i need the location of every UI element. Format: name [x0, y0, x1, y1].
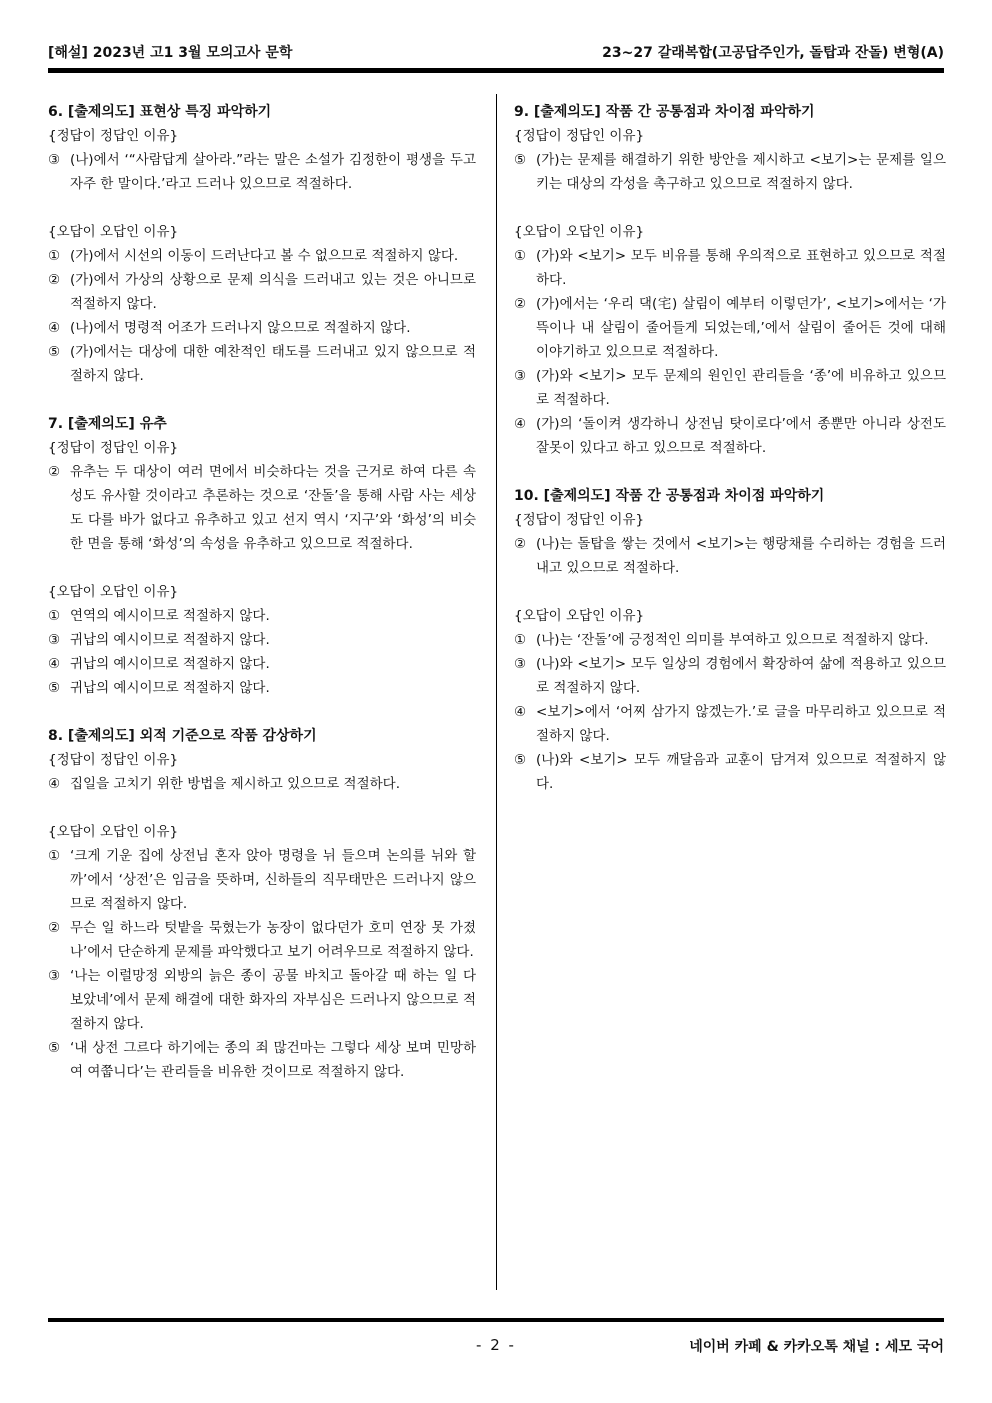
item-number: ①: [48, 608, 61, 624]
item-number: ⑤: [514, 752, 527, 768]
question-title: 6. [출제의도] 표현상 특징 파악하기: [48, 104, 272, 120]
right-column: [514, 100, 946, 820]
answer-item: [48, 460, 476, 556]
item-number: ④: [514, 416, 527, 432]
item-number: ③: [48, 968, 61, 984]
answer-item: [48, 676, 476, 700]
item-number: ③: [48, 152, 61, 168]
footer-channel: 네이버 카페 & 카카오톡 채널 : 세모 국어: [689, 1339, 944, 1355]
answer-item: [514, 700, 946, 748]
item-text: 귀납의 예시이므로 적절하지 않다.: [70, 632, 270, 648]
item-number: ⑤: [48, 1040, 61, 1056]
header-subtitle: 23~27 갈래복합(고공답주인가, 돌탑과 잔돌) 변형(A): [602, 45, 944, 61]
item-number: ①: [514, 248, 527, 264]
item-number: ④: [514, 704, 527, 720]
wrong-reason-heading: {오답이 오답인 이유}: [48, 584, 179, 600]
answer-item: [48, 268, 476, 316]
item-number: ④: [48, 320, 61, 336]
left-column: [48, 100, 476, 1108]
answer-item: [514, 148, 946, 196]
correct-reason-heading: {정답이 정답인 이유}: [514, 512, 645, 528]
answer-item: [48, 628, 476, 652]
item-text: (나)에서 명령적 어조가 드러나지 않으므로 적절하지 않다.: [70, 320, 411, 336]
answer-item: [514, 628, 946, 652]
header-title: [해설] 2023년 고1 3월 모의고사 문학: [48, 45, 293, 61]
answer-item: [514, 532, 946, 580]
spacer: [48, 556, 476, 580]
answer-item: [48, 244, 476, 268]
item-text: (나)에서 ‘“사람답게 살아라.”라는 말은 소설가 김정한이 평생을 두고 자주 한 말이다.’라고 드러나 있으므로 적절하다.: [70, 152, 476, 192]
question-section: [514, 484, 946, 796]
answer-item: [48, 844, 476, 916]
item-number: ②: [48, 272, 61, 288]
wrong-reason-heading: {오답이 오답인 이유}: [48, 824, 179, 840]
item-text: 집일을 고치기 위한 방법을 제시하고 있으므로 적절하다.: [70, 776, 400, 792]
item-text: (나)는 돌탑을 쌓는 것에서 <보기>는 행랑채를 수리하는 경험을 드러내고 있으므로 적절하다.: [536, 536, 946, 576]
item-number: ①: [514, 632, 527, 648]
question-section: [48, 724, 476, 1084]
item-number: ⑤: [48, 680, 61, 696]
item-text: 귀납의 예시이므로 적절하지 않다.: [70, 656, 270, 672]
answer-item: [514, 652, 946, 700]
answer-item: [48, 652, 476, 676]
page-header: [48, 40, 944, 64]
correct-reason-heading: {정답이 정답인 이유}: [48, 440, 179, 456]
answer-item: [48, 148, 476, 196]
answer-item: [48, 604, 476, 628]
item-text: (가)에서는 대상에 대한 예찬적인 태도를 드러내고 있지 않으므로 적절하지 않다.: [70, 344, 476, 384]
column-divider: [496, 94, 497, 1290]
item-text: 연역의 예시이므로 적절하지 않다.: [70, 608, 270, 624]
item-text: (나)와 <보기> 모두 깨달음과 교훈이 담겨져 있으므로 적절하지 않다.: [536, 752, 946, 792]
item-text: ‘내 상전 그르다 하기에는 종의 죄 많건마는 그렇다 세상 보며 민망하여 여쭙니다’는 관리들을 비유한 것이므로 적절하지 않다.: [70, 1040, 476, 1080]
answer-item: [48, 772, 476, 796]
correct-reason-heading: {정답이 정답인 이유}: [514, 128, 645, 144]
item-text: (가)에서 가상의 상황으로 문제 의식을 드러내고 있는 것은 아니므로 적절하지 않다.: [70, 272, 476, 312]
item-text: 귀납의 예시이므로 적절하지 않다.: [70, 680, 270, 696]
item-text: 무슨 일 하느라 텃밭을 묵혔는가 농장이 없다던가 호미 연장 못 가졌나’에서 단순하게 문제를 파악했다고 보기 어려우므로 적절하지 않다.: [70, 920, 476, 960]
item-number: ②: [514, 296, 527, 312]
wrong-reason-heading: {오답이 오답인 이유}: [514, 608, 645, 624]
wrong-reason-heading: {오답이 오답인 이유}: [514, 224, 645, 240]
answer-item: [514, 244, 946, 292]
wrong-reason-heading: {오답이 오답인 이유}: [48, 224, 179, 240]
item-text: (가)와 <보기> 모두 비유를 통해 우의적으로 표현하고 있으므로 적절하다.: [536, 248, 946, 288]
item-text: (가)와 <보기> 모두 문제의 원인인 관리들을 ‘종’에 비유하고 있으므로 적절하다.: [536, 368, 946, 408]
question-section: [48, 412, 476, 700]
question-title: 8. [출제의도] 외적 기준으로 작품 감상하기: [48, 728, 317, 744]
item-text: ‘크게 기운 집에 상전님 혼자 앉아 명령을 뉘 들으며 논의를 뉘와 할까’에서 ‘상전’은 임금을 뜻하며, 신하들의 직무태만은 드러나지 않으므로 적절하지 않다.: [70, 848, 476, 912]
answer-item: [514, 364, 946, 412]
item-number: ③: [48, 632, 61, 648]
item-number: ②: [48, 464, 61, 480]
question-title: 10. [출제의도] 작품 간 공통점과 차이점 파악하기: [514, 488, 825, 504]
item-text: 유추는 두 대상이 여러 면에서 비슷하다는 것을 근거로 하여 다른 속성도 유사할 것이라고 추론하는 것으로 ‘잔돌’을 통해 사람 사는 세상도 다를 바가 없다고 유추하고 있고 선지 역시 ‘지구’와 ‘화성’의 비슷한 면을 통해 ‘화성’의 속성을 유추하고 있으므로 적절하다.: [70, 464, 476, 552]
question-title: 9. [출제의도] 작품 간 공통점과 차이점 파악하기: [514, 104, 815, 120]
item-text: ‘나는 이럴망정 외방의 늙은 종이 공물 바치고 돌아갈 때 하는 일 다 보았네’에서 문제 해결에 대한 화자의 자부심은 드러나지 않으므로 적절하지 않다.: [70, 968, 476, 1032]
item-number: ①: [48, 248, 61, 264]
item-number: ③: [514, 656, 527, 672]
item-number: ②: [48, 920, 61, 936]
correct-reason-heading: {정답이 정답인 이유}: [48, 752, 179, 768]
item-text: <보기>에서 ‘어찌 삼가지 않겠는가.’로 글을 마무리하고 있으므로 적절하지 않다.: [536, 704, 946, 744]
correct-reason-heading: {정답이 정답인 이유}: [48, 128, 179, 144]
answer-item: [514, 412, 946, 460]
spacer: [514, 196, 946, 220]
answer-item: [48, 916, 476, 964]
item-number: ⑤: [48, 344, 61, 360]
answer-item: [48, 964, 476, 1036]
item-number: ④: [48, 656, 61, 672]
header-rule: [48, 68, 944, 73]
answer-item: [48, 340, 476, 388]
item-text: (가)에서는 ‘우리 댁(宅) 살림이 예부터 이렇던가’, <보기>에서는 ‘가뜩이나 내 살림이 줄어들게 되었는데,’에서 살림이 줄어든 것에 대해 이야기하고 있으므로 적절하다.: [536, 296, 946, 360]
spacer: [48, 196, 476, 220]
spacer: [48, 796, 476, 820]
item-number: ②: [514, 536, 527, 552]
item-text: (가)에서 시선의 이동이 드러난다고 볼 수 없으므로 적절하지 않다.: [70, 248, 459, 264]
item-number: ④: [48, 776, 61, 792]
question-title: 7. [출제의도] 유추: [48, 416, 167, 432]
item-number: ①: [48, 848, 61, 864]
item-text: (가)는 문제를 해결하기 위한 방안을 제시하고 <보기>는 문제를 일으키는 대상의 각성을 촉구하고 있으므로 적절하지 않다.: [536, 152, 946, 192]
answer-item: [48, 316, 476, 340]
answer-item: [514, 292, 946, 364]
answer-item: [514, 748, 946, 796]
question-section: [48, 100, 476, 388]
item-text: (가)의 ‘돌이켜 생각하니 상전님 탓이로다’에서 종뿐만 아니라 상전도 잘못이 있다고 하고 있으므로 적절하다.: [536, 416, 946, 456]
spacer: [514, 580, 946, 604]
footer-rule: [48, 1318, 944, 1322]
item-number: ③: [514, 368, 527, 384]
answer-item: [48, 1036, 476, 1084]
item-text: (나)와 <보기> 모두 일상의 경험에서 확장하여 삶에 적용하고 있으므로 적절하지 않다.: [536, 656, 946, 696]
item-text: (나)는 ‘잔돌’에 긍정적인 의미를 부여하고 있으므로 적절하지 않다.: [536, 632, 929, 648]
item-number: ⑤: [514, 152, 527, 168]
question-section: [514, 100, 946, 460]
page-number: - 2 -: [476, 1336, 516, 1354]
